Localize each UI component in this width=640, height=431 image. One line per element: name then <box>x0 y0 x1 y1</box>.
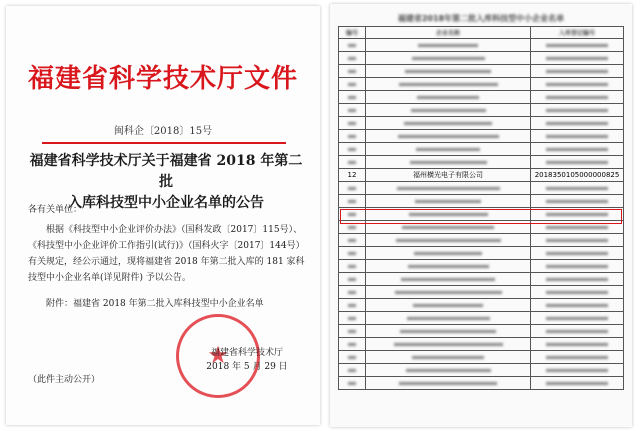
obscured-text <box>399 83 498 86</box>
document-header: 福建省科学技术厅文件 <box>27 64 298 94</box>
table-cell <box>531 104 624 117</box>
obscured-text <box>348 148 356 151</box>
table-header-row <box>339 27 624 39</box>
header-registration-code: 入库登记编号 <box>531 27 624 39</box>
seal-star-icon: ★ <box>207 341 229 369</box>
obscured-text <box>348 70 356 73</box>
obscured-text <box>348 44 356 47</box>
obscured-text <box>546 356 608 359</box>
table-row <box>339 234 624 247</box>
table-row <box>339 299 624 312</box>
table-cell <box>366 117 531 130</box>
header-index: 编号 <box>339 27 366 39</box>
table-cell <box>366 52 531 65</box>
table-row <box>339 78 624 91</box>
obscured-text <box>402 226 494 229</box>
header-company-name: 企业名称 <box>366 27 531 39</box>
table-cell <box>366 156 531 169</box>
title-line-2: 入库科技型中小企业名单的公告 <box>68 195 264 211</box>
document-body <box>28 202 308 312</box>
obscured-text <box>348 226 356 229</box>
obscured-text <box>546 70 608 73</box>
obscured-text <box>546 343 608 346</box>
table-cell <box>531 286 624 299</box>
obscured-text <box>408 265 489 268</box>
table-cell <box>531 325 624 338</box>
obscured-text <box>546 83 608 86</box>
table-cell <box>339 143 366 156</box>
table-cell <box>531 91 624 104</box>
obscured-text <box>546 187 608 190</box>
table-cell <box>531 156 624 169</box>
obscured-text <box>401 278 495 281</box>
obscured-text <box>546 122 608 125</box>
obscured-text <box>348 161 356 164</box>
obscured-text <box>546 330 608 333</box>
obscured-text <box>546 57 608 60</box>
table-cell <box>366 299 531 312</box>
obscured-text <box>348 122 356 125</box>
obscured-text <box>418 44 478 47</box>
table-cell <box>366 91 531 104</box>
table-cell <box>531 377 624 390</box>
table-cell <box>339 39 366 52</box>
obscured-text <box>546 226 608 229</box>
obscured-text <box>410 161 487 164</box>
table-cell <box>366 325 531 338</box>
table-cell <box>531 39 624 52</box>
obscured-text <box>348 369 356 372</box>
obscured-text <box>405 70 491 73</box>
table-row <box>339 312 624 325</box>
table-cell <box>531 52 624 65</box>
table-cell <box>339 182 366 195</box>
obscured-text <box>348 356 356 359</box>
obscured-text <box>546 369 608 372</box>
obscured-text <box>546 265 608 268</box>
obscured-text <box>546 382 608 385</box>
table-row <box>339 273 624 286</box>
obscured-text <box>397 187 500 190</box>
table-row <box>339 286 624 299</box>
table-cell <box>339 65 366 78</box>
table-cell <box>366 195 531 208</box>
issue-date: 2018 年 5 月 29 日 <box>206 362 288 372</box>
table-row <box>339 364 624 377</box>
table-cell <box>531 364 624 377</box>
table-cell <box>531 234 624 247</box>
obscured-text <box>348 57 356 60</box>
obscured-text <box>546 148 608 151</box>
obscured-text <box>546 161 608 164</box>
obscured-text <box>546 252 608 255</box>
table-cell <box>531 273 624 286</box>
obscured-text <box>546 291 608 294</box>
table-cell <box>531 351 624 364</box>
table-cell <box>366 65 531 78</box>
table-cell <box>339 104 366 117</box>
obscured-text <box>417 96 479 99</box>
table-cell <box>366 273 531 286</box>
table-row <box>339 143 624 156</box>
table-cell <box>339 156 366 169</box>
table-cell <box>531 130 624 143</box>
table-cell <box>339 234 366 247</box>
table-row <box>339 39 624 52</box>
table-cell <box>339 195 366 208</box>
obscured-text <box>404 122 492 125</box>
obscured-text <box>348 265 356 268</box>
obscured-text <box>546 96 608 99</box>
obscured-text <box>414 252 482 255</box>
announcement-page <box>6 6 320 425</box>
table-cell <box>339 52 366 65</box>
table-cell <box>366 377 531 390</box>
table-cell <box>531 338 624 351</box>
obscured-text <box>348 330 356 333</box>
obscured-text <box>348 252 356 255</box>
obscured-text <box>406 369 491 372</box>
table-cell <box>531 312 624 325</box>
table-cell <box>339 286 366 299</box>
table-cell <box>339 78 366 91</box>
table-cell <box>531 260 624 273</box>
table-cell <box>339 130 366 143</box>
table-cell <box>366 143 531 156</box>
obscured-text <box>546 304 608 307</box>
table-row-highlighted <box>339 169 624 182</box>
table-cell <box>366 247 531 260</box>
obscured-text <box>348 83 356 86</box>
table-cell <box>339 299 366 312</box>
obscured-text <box>348 278 356 281</box>
obscured-text <box>395 291 502 294</box>
highlight-box <box>340 209 622 224</box>
table-row <box>339 260 624 273</box>
obscured-text <box>413 304 483 307</box>
table-cell <box>339 273 366 286</box>
obscured-text <box>348 187 356 190</box>
table-cell <box>339 364 366 377</box>
table-cell <box>339 312 366 325</box>
table-cell <box>366 130 531 143</box>
obscured-text <box>348 382 356 385</box>
obscured-text <box>348 109 356 112</box>
obscured-text <box>400 330 496 333</box>
salutation: 各有关单位： <box>28 205 83 215</box>
table-row <box>339 195 624 208</box>
issuer: 福建省科学技术厅 <box>210 348 283 358</box>
obscured-text <box>396 239 501 242</box>
table-cell <box>366 39 531 52</box>
table-cell <box>531 117 624 130</box>
table-cell <box>366 234 531 247</box>
table-cell <box>366 104 531 117</box>
table-cell <box>366 351 531 364</box>
attachment-line: 附件：福建省 2018 年第二批入库科技型中小企业名单 <box>46 299 264 309</box>
obscured-text <box>416 148 480 151</box>
header-divider <box>42 142 286 144</box>
table-row <box>339 182 624 195</box>
obscured-text <box>348 317 356 320</box>
table-cell <box>339 325 366 338</box>
obscured-text <box>348 200 356 203</box>
table-cell <box>531 299 624 312</box>
table-cell <box>531 143 624 156</box>
table-row <box>339 65 624 78</box>
table-cell <box>339 117 366 130</box>
obscured-text <box>348 291 356 294</box>
table-row <box>339 117 624 130</box>
table-cell <box>531 195 624 208</box>
table-cell <box>366 312 531 325</box>
table-row <box>339 91 624 104</box>
table-cell <box>339 338 366 351</box>
table-row <box>339 156 624 169</box>
document-number: 闽科企〔2018〕15号 <box>113 126 213 137</box>
title-line-1: 福建省科学技术厅关于福建省 2018 年第二批 <box>29 153 303 190</box>
table-cell <box>366 338 531 351</box>
table-cell <box>366 182 531 195</box>
table-row <box>339 52 624 65</box>
table-cell <box>339 377 366 390</box>
table-cell <box>339 247 366 260</box>
company-table <box>338 26 624 390</box>
obscured-text <box>546 44 608 47</box>
obscured-text <box>546 135 608 138</box>
obscured-text <box>546 109 608 112</box>
obscured-text <box>398 135 499 138</box>
table-cell <box>531 182 624 195</box>
table-cell <box>366 286 531 299</box>
obscured-text <box>348 304 356 307</box>
obscured-text <box>348 135 356 138</box>
table-cell <box>339 91 366 104</box>
table-row <box>339 351 624 364</box>
obscured-text <box>348 239 356 242</box>
cell-company-name: 福州横光电子有限公司 <box>366 169 531 182</box>
obscured-text <box>411 109 486 112</box>
table-cell <box>366 260 531 273</box>
cell-index: 12 <box>339 169 366 182</box>
obscured-text <box>546 200 608 203</box>
obscured-text <box>415 200 481 203</box>
obscured-text <box>546 317 608 320</box>
table-row <box>339 104 624 117</box>
table-row <box>339 130 624 143</box>
obscured-text <box>412 356 484 359</box>
table-row <box>339 325 624 338</box>
cell-registration-code: 2018350105000000825 <box>531 169 624 182</box>
table-cell <box>531 65 624 78</box>
table-cell <box>366 364 531 377</box>
obscured-text <box>399 382 497 385</box>
publication-note: （此件主动公开） <box>28 375 101 385</box>
obscured-text <box>546 239 608 242</box>
list-title: 福建省2018年第二批入库科技型中小企业名单 <box>397 14 565 23</box>
table-cell <box>531 247 624 260</box>
signature-block <box>182 346 312 374</box>
table-row <box>339 247 624 260</box>
table-cell <box>366 78 531 91</box>
obscured-text <box>546 278 608 281</box>
obscured-text <box>407 317 490 320</box>
table-cell <box>339 351 366 364</box>
table-row <box>339 377 624 390</box>
table-row <box>339 338 624 351</box>
body-paragraph: 根据《科技型中小企业评价办法》（国科发政〔2017〕115号）、《科技型中小企业评价工作指引(试行)》（国科火字〔2017〕144号）有关规定，经公示通过，现将福建省 2018 年第二批入库的 181 家科技型中小企业名单(详见附件) 予以公告。 <box>28 225 305 283</box>
obscured-text <box>394 343 503 346</box>
obscured-text <box>412 57 485 60</box>
table-cell <box>339 260 366 273</box>
obscured-text <box>348 343 356 346</box>
obscured-text <box>348 96 356 99</box>
table-cell <box>531 78 624 91</box>
